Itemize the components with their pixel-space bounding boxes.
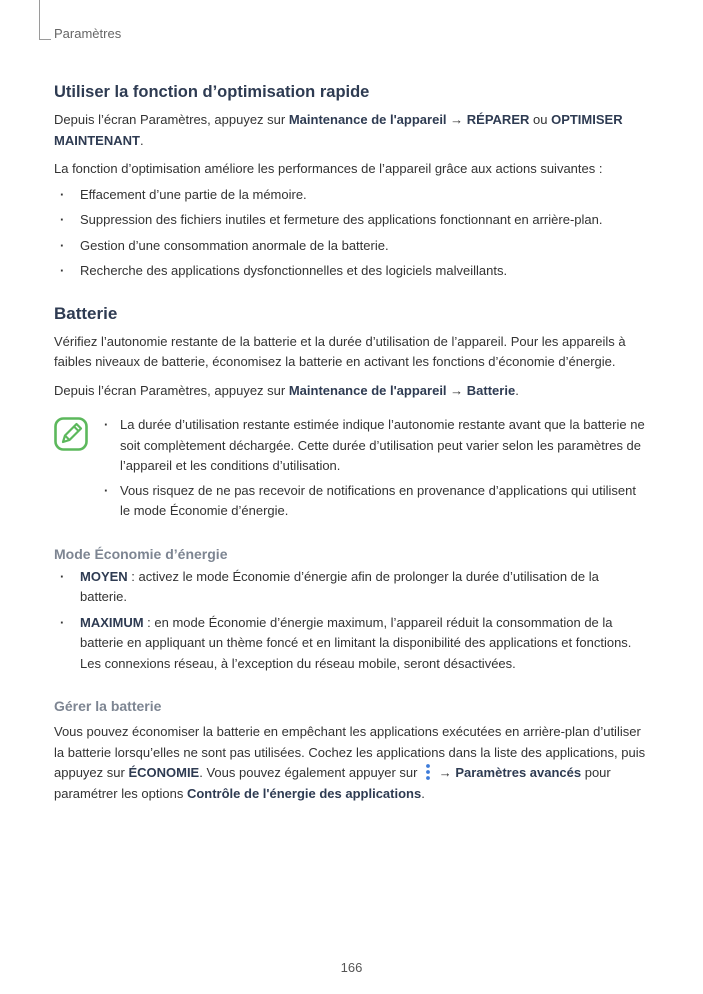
menu-path-maintenance: Maintenance de l'appareil <box>288 112 447 127</box>
menu-path-optimise: OPTIMISER MAINTENANT <box>54 112 623 148</box>
power-mode-list <box>54 567 649 675</box>
battery-intro: Vérifiez l’autonomie restante de la batterie et la durée d’utilisation de l’appareil. Pour les appareils à faibles niveaux de batterie, économisez la batterie en activant les fonctions d’économie d’énergie. <box>54 333 626 369</box>
note-item: · La durée d’utilisation restante estimée indique l’autonomie restante avant que la batterie ne soit complètement déchargée. Cette durée d’utilisation peut varier selon les paramètres de l’appareil et les conditions d’utilisation. <box>96 415 649 477</box>
menu-path-battery: Batterie <box>466 382 516 398</box>
note-box <box>54 415 649 522</box>
advanced-settings-option: Paramètres avancés <box>455 765 582 780</box>
power-mode-title: Mode Économie d’énergie <box>54 545 228 562</box>
corner-mark-horizontal <box>39 39 51 40</box>
optimisation-title: Utiliser la fonction d’optimisation rapide <box>54 83 370 101</box>
list-item: · Effacement d’une partie de la mémoire. <box>54 185 649 206</box>
menu-path-maintenance: Maintenance de l'appareil <box>288 382 447 398</box>
list-item: · MOYEN : activez le mode Économie d’énergie afin de prolonger la durée d’utilisation de la batterie. <box>54 567 649 608</box>
menu-path-repair: RÉPARER <box>466 112 530 127</box>
battery-title: Batterie <box>54 303 118 323</box>
running-head: Paramètres <box>54 26 122 41</box>
page-content <box>54 80 649 804</box>
note-pencil-icon <box>54 417 88 451</box>
list-item: · Gestion d’une consommation anormale de la batterie. <box>54 236 649 257</box>
app-power-control-option: Contrôle de l'énergie des applications <box>186 785 422 801</box>
list-item: · Suppression des fichiers inutiles et fermeture des applications fonctionnant en arrière-plan. <box>54 210 649 231</box>
more-options-icon <box>423 763 433 781</box>
manage-battery-title: Gérer la batterie <box>54 698 162 714</box>
optimisation-description: La fonction d’optimisation améliore les performances de l’appareil grâce aux actions suivantes : <box>54 161 603 176</box>
list-item: · Recherche des applications dysfonctionnelles et des logiciels malveillants. <box>54 261 649 282</box>
economy-option: ÉCONOMIE <box>128 765 200 780</box>
battery-path: Depuis l’écran Paramètres, appuyez sur Maintenance de l'appareil → Batterie. <box>54 382 519 398</box>
corner-mark-vertical <box>39 0 40 40</box>
note-list <box>96 415 649 522</box>
optimisation-list <box>54 185 649 282</box>
list-item: · MAXIMUM : en mode Économie d’énergie maximum, l’appareil réduit la consommation de la batterie en appliquant un thème foncé et en limitant la disponibilité des applications et fonctions. Les connexions réseau, à l’exception du réseau mobile, seront désactivées. <box>54 613 649 675</box>
page-number: 166 <box>340 960 363 975</box>
optimisation-intro: Depuis l’écran Paramètres, appuyez sur Maintenance de l'appareil → RÉPARER ou OPTIMISER MAINTENANT. <box>54 112 623 148</box>
note-item: · Vous risquez de ne pas recevoir de notifications en provenance d’applications qui utilisent le mode Économie d’énergie. <box>96 481 649 522</box>
manage-battery-text: Vous pouvez économiser la batterie en empêchant les applications exécutées en arrière-plan d’utiliser la batterie lorsqu’elles ne sont pas utilisées. Cochez les applications dans la liste des applications, puis appuyez sur ÉCONOMIE. Vous pouvez également appuyer sur → Paramètres avancés pour paramétrer les options Contrôle de l'énergie des applications. <box>54 724 646 801</box>
